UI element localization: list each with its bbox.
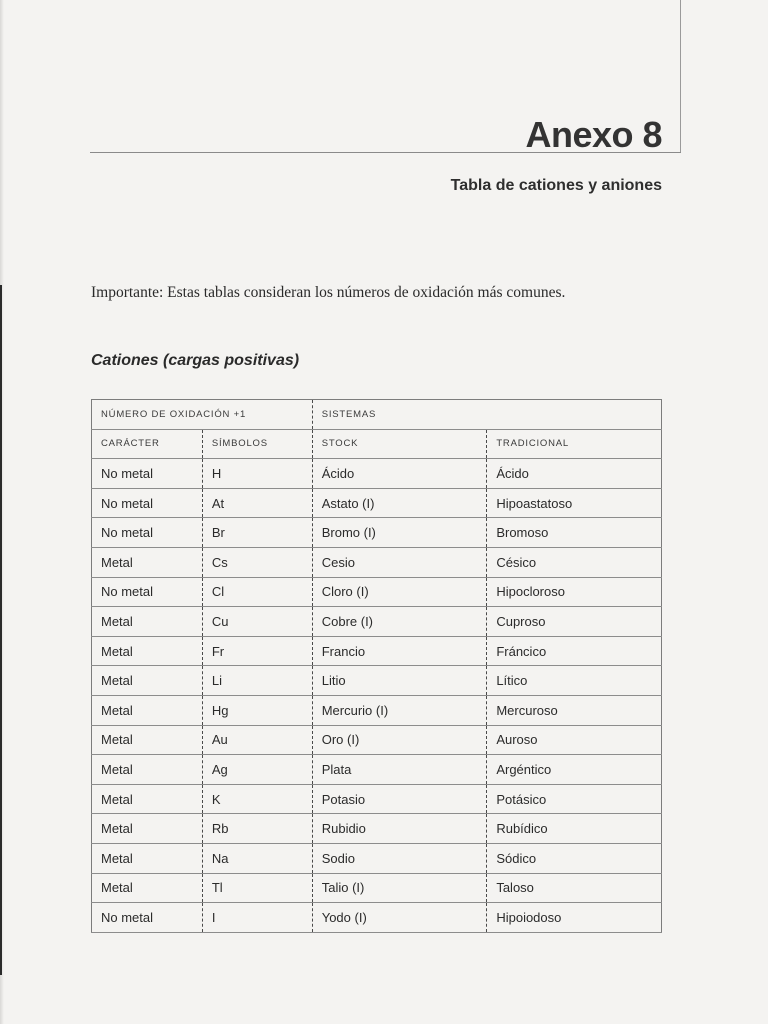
cell-character: Metal: [92, 784, 203, 814]
column-header-stock: STOCK: [312, 429, 487, 459]
cell-stock-name: Cloro (I): [312, 577, 487, 607]
cell-character: Metal: [92, 547, 203, 577]
cell-character: Metal: [92, 607, 203, 637]
table-row: [92, 784, 662, 814]
cell-stock-name: Potasio: [312, 784, 487, 814]
cell-symbol: Fr: [202, 636, 312, 666]
cell-traditional-name: Lítico: [487, 666, 662, 696]
cell-character: No metal: [92, 903, 203, 933]
table-row: [92, 518, 662, 548]
cell-symbol: H: [202, 459, 312, 489]
cell-character: Metal: [92, 873, 203, 903]
cell-stock-name: Astato (I): [312, 488, 487, 518]
table-row: [92, 607, 662, 637]
cell-character: No metal: [92, 577, 203, 607]
table-row: [92, 488, 662, 518]
cell-symbol: Li: [202, 666, 312, 696]
cell-stock-name: Francio: [312, 636, 487, 666]
group-header-systems: SISTEMAS: [312, 400, 661, 430]
table-row: [92, 459, 662, 489]
cations-table-body: [92, 400, 662, 933]
group-header-row: [92, 400, 662, 430]
cell-symbol: Cs: [202, 547, 312, 577]
cell-stock-name: Talio (I): [312, 873, 487, 903]
header-vertical-rule: [680, 0, 681, 152]
cell-symbol: Au: [202, 725, 312, 755]
cell-character: Metal: [92, 755, 203, 785]
cell-stock-name: Mercurio (I): [312, 695, 487, 725]
cell-character: Metal: [92, 814, 203, 844]
cell-symbol: Tl: [202, 873, 312, 903]
table-row: [92, 636, 662, 666]
cell-character: Metal: [92, 725, 203, 755]
cell-traditional-name: Fráncico: [487, 636, 662, 666]
cations-table: [91, 399, 662, 933]
cell-symbol: Br: [202, 518, 312, 548]
cell-traditional-name: Sódico: [487, 843, 662, 873]
cell-stock-name: Cobre (I): [312, 607, 487, 637]
cell-character: No metal: [92, 518, 203, 548]
cell-traditional-name: Césico: [487, 547, 662, 577]
cell-stock-name: Cesio: [312, 547, 487, 577]
group-header-oxidation: NÚMERO DE OXIDACIÓN +1: [92, 400, 313, 430]
cell-traditional-name: Hipoiodoso: [487, 903, 662, 933]
table-row: [92, 666, 662, 696]
cell-traditional-name: Argéntico: [487, 755, 662, 785]
section-title: Cationes (cargas positivas): [91, 352, 300, 369]
cell-symbol: Ag: [202, 755, 312, 785]
cell-stock-name: Litio: [312, 666, 487, 696]
cell-traditional-name: Bromoso: [487, 518, 662, 548]
cell-character: Metal: [92, 666, 203, 696]
cell-symbol: At: [202, 488, 312, 518]
cell-traditional-name: Mercuroso: [487, 695, 662, 725]
cell-traditional-name: Hipoastatoso: [487, 488, 662, 518]
cell-character: Metal: [92, 843, 203, 873]
table-row: [92, 814, 662, 844]
cell-stock-name: Yodo (I): [312, 903, 487, 933]
cell-stock-name: Sodio: [312, 843, 487, 873]
table-row: [92, 725, 662, 755]
cell-symbol: Rb: [202, 814, 312, 844]
table-row: [92, 873, 662, 903]
cell-stock-name: Oro (I): [312, 725, 487, 755]
column-header-traditional: TRADICIONAL: [487, 429, 662, 459]
column-header-symbols: SÍMBOLOS: [202, 429, 312, 459]
column-header-row: [92, 429, 662, 459]
cell-symbol: Cl: [202, 577, 312, 607]
cell-traditional-name: Rubídico: [487, 814, 662, 844]
cell-stock-name: Ácido: [312, 459, 487, 489]
cell-character: Metal: [92, 695, 203, 725]
binding-edge-line: [0, 285, 2, 975]
cell-symbol: Cu: [202, 607, 312, 637]
cell-character: No metal: [92, 488, 203, 518]
cell-character: No metal: [92, 459, 203, 489]
table-row: [92, 547, 662, 577]
cell-traditional-name: Hipocloroso: [487, 577, 662, 607]
cell-symbol: K: [202, 784, 312, 814]
cell-character: Metal: [92, 636, 203, 666]
annex-title: Anexo 8: [525, 114, 662, 155]
table-row: [92, 695, 662, 725]
cell-symbol: Hg: [202, 695, 312, 725]
table-row: [92, 843, 662, 873]
column-header-character: CARÁCTER: [92, 429, 203, 459]
important-note: Importante: Estas tablas consideran los números de oxidación más comunes.: [91, 284, 566, 301]
table-row: [92, 577, 662, 607]
cell-stock-name: Plata: [312, 755, 487, 785]
cell-stock-name: Bromo (I): [312, 518, 487, 548]
cell-traditional-name: Auroso: [487, 725, 662, 755]
cell-symbol: Na: [202, 843, 312, 873]
table-row: [92, 903, 662, 933]
cell-traditional-name: Cuproso: [487, 607, 662, 637]
cell-traditional-name: Ácido: [487, 459, 662, 489]
table-row: [92, 755, 662, 785]
cell-traditional-name: Potásico: [487, 784, 662, 814]
cell-traditional-name: Taloso: [487, 873, 662, 903]
cell-stock-name: Rubidio: [312, 814, 487, 844]
cell-symbol: I: [202, 903, 312, 933]
annex-subtitle: Tabla de cationes y aniones: [450, 177, 662, 194]
